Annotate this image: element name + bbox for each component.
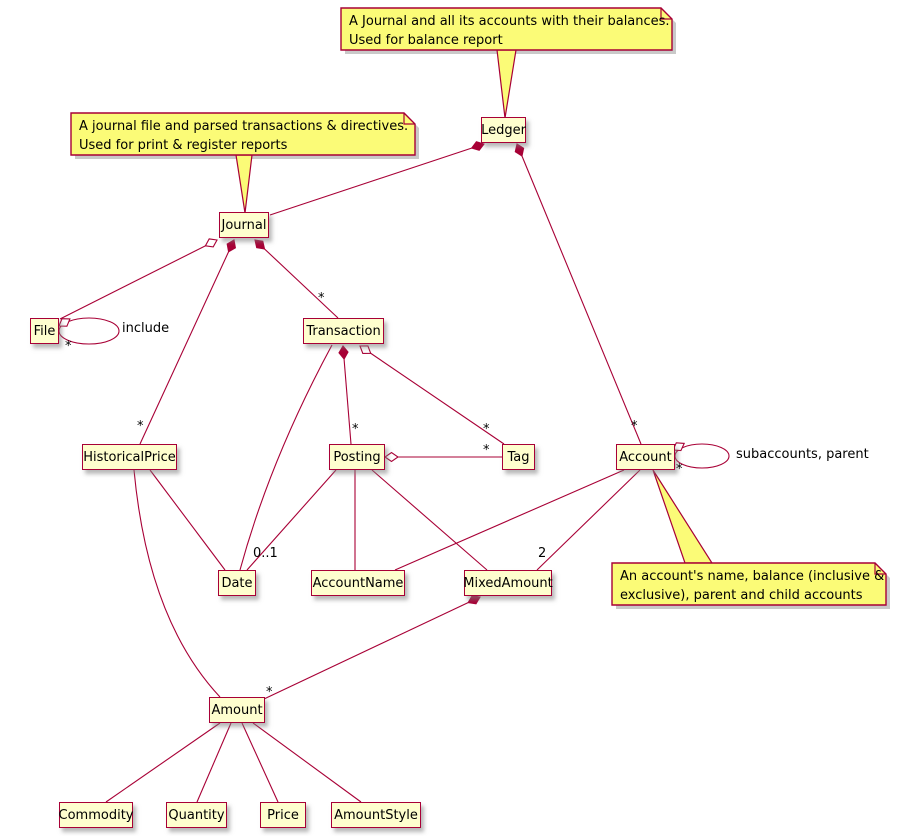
edge-line bbox=[242, 723, 278, 802]
composition-diamond-filled bbox=[339, 346, 348, 359]
multiplicity-account-mixed-amount: 2 bbox=[538, 546, 547, 561]
class-journal: Journal bbox=[219, 212, 269, 238]
multiplicity-journal-transaction: * bbox=[318, 291, 325, 306]
class-account-name: AccountName bbox=[311, 570, 405, 596]
multiplicity-account-self-loop: * bbox=[676, 462, 683, 477]
aggregation-diamond-open bbox=[360, 346, 371, 354]
class-amount: Amount bbox=[209, 697, 265, 723]
class-tag: Tag bbox=[502, 444, 535, 470]
multiplicity-posting-date: 0..1 bbox=[253, 546, 278, 561]
edge-line bbox=[134, 470, 220, 697]
account-self-loop bbox=[675, 444, 729, 468]
note-journal-line2: Used for print & register reports bbox=[79, 138, 288, 153]
edge-line bbox=[253, 723, 361, 802]
edge-line bbox=[150, 470, 225, 570]
multiplicity-transaction-tag: * bbox=[483, 422, 490, 437]
note-account-line2: exclusive), parent and child accounts bbox=[620, 588, 863, 603]
class-price: Price bbox=[260, 802, 306, 828]
aggregation-diamond-open bbox=[385, 453, 398, 462]
edge-label-include: include bbox=[122, 321, 170, 336]
note-ledger bbox=[349, 12, 670, 50]
note-account bbox=[620, 567, 884, 605]
multiplicity-file-include-loop: * bbox=[65, 339, 72, 354]
edge-line bbox=[60, 240, 217, 319]
aggregation-diamond-open bbox=[59, 319, 70, 327]
multiplicity-transaction-posting: * bbox=[352, 422, 359, 437]
multiplicity-ledger-account: * bbox=[631, 419, 638, 434]
edge-line bbox=[255, 240, 338, 318]
edge-line bbox=[140, 240, 234, 444]
class-account: Account bbox=[616, 444, 675, 470]
edge-line bbox=[106, 723, 220, 802]
composition-diamond-filled bbox=[515, 144, 523, 156]
composition-diamond-filled bbox=[468, 596, 480, 604]
class-transaction: Transaction bbox=[303, 318, 384, 344]
note-tail bbox=[497, 50, 516, 118]
composition-diamond-filled bbox=[227, 240, 235, 252]
multiplicity-journal-hist-price: * bbox=[137, 419, 144, 434]
edge-line bbox=[343, 346, 351, 444]
composition-diamond-filled bbox=[472, 142, 484, 151]
note-account-line1: An account's name, balance (inclusive & bbox=[620, 569, 885, 584]
edge-label-subaccounts: subaccounts, parent bbox=[736, 447, 869, 462]
note-journal-line1: A journal file and parsed transactions & directives. bbox=[79, 119, 409, 134]
class-ledger: Ledger bbox=[481, 117, 526, 143]
edge-line bbox=[517, 144, 641, 444]
multiplicity-mixed-amount-amount: * bbox=[266, 685, 273, 700]
note-tail bbox=[653, 470, 712, 563]
note-journal bbox=[79, 117, 408, 155]
class-date: Date bbox=[218, 570, 256, 596]
class-mixed-amount: MixedAmount bbox=[464, 570, 552, 596]
class-file: File bbox=[30, 318, 59, 344]
class-amount-style: AmountStyle bbox=[331, 802, 421, 828]
multiplicity-posting-tag: * bbox=[483, 443, 490, 458]
class-quantity: Quantity bbox=[166, 802, 227, 828]
class-posting: Posting bbox=[329, 444, 385, 470]
note-ledger-line2: Used for balance report bbox=[349, 33, 503, 48]
note-ledger-line1: A Journal and all its accounts with their balances. bbox=[349, 14, 670, 29]
class-commodity: Commodity bbox=[59, 802, 133, 828]
class-historical-price: HistoricalPrice bbox=[82, 444, 177, 470]
aggregation-diamond-open bbox=[205, 239, 217, 247]
edge-line bbox=[264, 597, 480, 699]
composition-diamond-filled bbox=[255, 240, 265, 249]
note-tail bbox=[236, 155, 252, 213]
edge-line bbox=[240, 345, 332, 570]
